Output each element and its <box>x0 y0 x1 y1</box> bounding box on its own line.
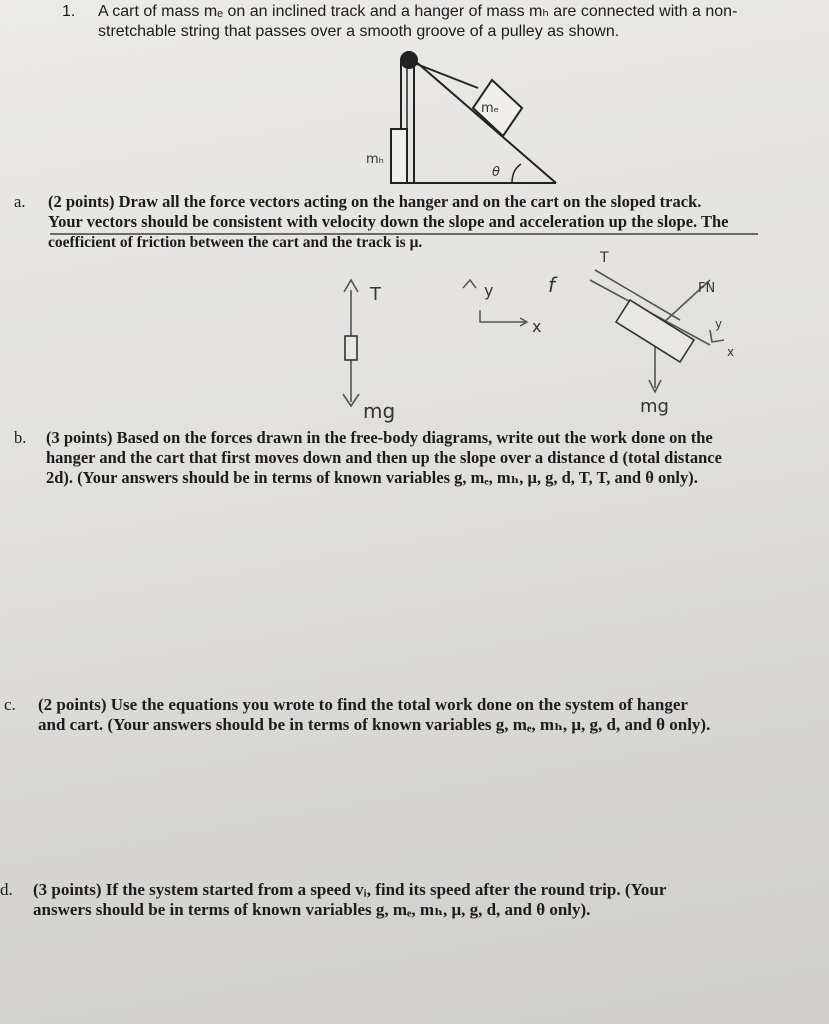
tension-cart-label: T <box>600 250 609 266</box>
part-c-letter: c. <box>4 695 16 714</box>
angle-label: θ <box>492 165 500 180</box>
part-b-line-2: hanger and the cart that first moves down and then up the slope over a distance d (total distance <box>46 448 722 467</box>
hanger-box <box>391 129 407 183</box>
weight-cart-label: mg <box>640 396 669 417</box>
angle-arc <box>512 164 521 183</box>
hanger-label: mₕ <box>366 152 384 167</box>
problem-line-2: stretchable string that passes over a smooth groove of a pulley as shown. <box>98 23 620 40</box>
weight-hanger-label: mg <box>363 399 396 423</box>
cart-label: mₑ <box>481 101 500 116</box>
part-a-line-1: (2 points) Draw all the force vectors acting on the hanger and on the cart on the sloped track. <box>48 192 702 211</box>
part-d-line-2: answers should be in terms of known variables g, mₑ, mₕ, μ, g, d, and θ only). <box>33 900 591 919</box>
axis-x-label: x <box>532 317 542 336</box>
part-b-text <box>46 428 816 488</box>
tilted-axes-icon <box>710 330 724 342</box>
axis-y-arrow-icon <box>463 280 476 288</box>
part-a-letter: a. <box>14 192 26 211</box>
incline-diagram <box>391 52 556 183</box>
part-a-line-3: coefficient of friction between the cart and the track is μ. <box>48 234 423 251</box>
axis-y-label: y <box>484 281 494 300</box>
part-d-line-1: (3 points) If the system started from a speed vᵢ, find its speed after the round trip. (Your <box>33 880 667 899</box>
tension-hanger-label: T <box>370 284 381 305</box>
part-b-line-3: 2d). (Your answers should be in terms of known variables g, mₑ, mₕ, μ, g, d, T, T, and θ only). <box>46 468 698 487</box>
normal-label: FN <box>698 281 716 296</box>
part-c-line-2: and cart. (Your answers should be in terms of known variables g, mₑ, mₕ, μ, g, d, and θ only). <box>38 715 711 734</box>
friction-label: f <box>548 273 556 297</box>
part-a-line-2-rest: . The <box>693 212 729 231</box>
string-slope <box>414 63 478 88</box>
part-b-letter: b. <box>14 428 27 447</box>
part-c-text <box>38 695 828 735</box>
problem-number: 1. <box>62 3 76 20</box>
tilted-axis-x-label: x <box>727 345 735 359</box>
pulley-icon <box>401 52 417 68</box>
tilted-axis-y-label: y <box>715 317 723 331</box>
axes-sketch <box>463 280 527 326</box>
axes-icon <box>480 310 525 322</box>
incline-slope <box>414 60 556 183</box>
part-d-letter: d. <box>0 880 13 899</box>
hanger-fbd <box>343 280 359 406</box>
problem-line-1: A cart of mass mₑ on an inclined track and a hanger of mass mₕ are connected with a non- <box>98 3 738 20</box>
part-a-text <box>48 192 818 253</box>
part-b-line-1: (3 points) Based on the forces drawn in the free-body diagrams, write out the work done on the <box>46 428 713 447</box>
part-c-line-1: (2 points) Use the equations you wrote to find the total work done on the system of hanger <box>38 695 688 714</box>
hanger-fbd-box <box>345 336 357 360</box>
part-a-line-2-underlined: Your vectors should be consistent with velocity down the slope and acceleration up the slope <box>48 212 694 231</box>
part-d-text <box>33 880 818 920</box>
